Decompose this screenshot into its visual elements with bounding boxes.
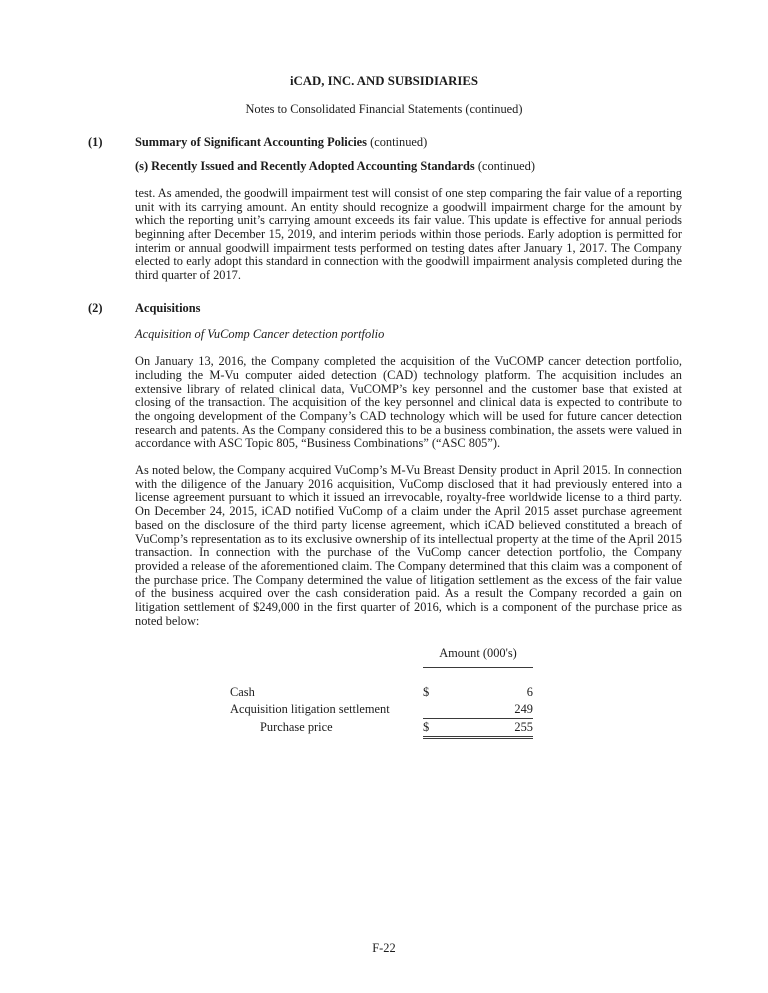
- section-2-number: (2): [88, 300, 103, 315]
- section-1-number: (1): [88, 135, 103, 150]
- section-1-heading: [88, 136, 682, 150]
- table-row-litigation: [230, 701, 533, 719]
- section-1-paragraph: test. As amended, the goodwill impairment test will consist of one step comparing the fair value of a reporting unit with its carrying amount. An entity should recognize a goodwill impairment charge for the amount by which the reporting unit’s carrying amount exceeds its fair value. This update is effective for annual periods beginning after December 15, 2019, and interim periods within those periods. Early adoption is permitted for interim or annual goodwill impairment tests performed on testing dates after January 1, 2017. The Company elected to early adopt this standard in connection with the goodwill impairment analysis completed during the third quarter of 2017.: [135, 185, 682, 283]
- section-1-heading-suffix: (continued): [370, 135, 428, 150]
- acquisition-subheading: Acquisition of VuComp Cancer detection portfolio: [135, 327, 385, 342]
- table-row-purchase-price-amount: [423, 719, 533, 739]
- table-row-cash-label: Cash: [230, 684, 255, 699]
- document-title: iCAD, INC. AND SUBSIDIARIES: [289, 74, 479, 88]
- currency-symbol: $: [423, 719, 430, 734]
- table-row-purchase-price-label: Purchase price: [260, 719, 333, 734]
- section-1s-subheading: [135, 160, 682, 174]
- currency-symbol: $: [423, 684, 430, 699]
- purchase-price-table: [230, 645, 533, 739]
- table-row-purchase-price: [230, 719, 533, 739]
- table-row-cash: [230, 684, 533, 701]
- section-2-paragraph-1: On January 13, 2016, the Company completed the acquisition of the VuCOMP cancer detection portfolio, including the M-Vu computer aided detection (CAD) technology platform. The acquisition includes an extensive library of related clinical data, VuCOMP’s key personnel and the customer base that existed at closing of the transaction. The acquisition of the key personnel and clinical data is expected to contribute to the ongoing development of the Company’s CAD technology which will be used for future cancer detection research and patents. As the Company considered this to be a business combination, the assets were valued in accordance with ASC Topic 805, “Business Combinations” (“ASC 805”).: [135, 354, 682, 451]
- table-header-label-spacer: [230, 645, 423, 668]
- table-row-litigation-amount: [423, 701, 533, 719]
- section-2-heading-bold: Acquisitions: [135, 300, 201, 315]
- document-subtitle: Notes to Consolidated Financial Statements (continued): [245, 101, 523, 116]
- section-1s-subheading-bold: (s) Recently Issued and Recently Adopted Accounting Standards: [135, 159, 475, 174]
- table-header-row: [230, 645, 533, 668]
- table-row-litigation-value: 249: [514, 701, 533, 716]
- section-2-heading: [88, 302, 682, 316]
- section-1-heading-bold: Summary of Significant Accounting Policies: [135, 135, 367, 150]
- table-row-purchase-price-value: 255: [514, 719, 533, 734]
- table-header-amount: Amount (000's): [423, 645, 533, 668]
- table-row-cash-amount: [423, 684, 533, 701]
- section-1s-subheading-suffix: (continued): [477, 159, 535, 174]
- section-2-paragraph-2: As noted below, the Company acquired VuComp’s M-Vu Breast Density product in April 2015. In connection with the diligence of the January 2016 acquisition, VuComp disclosed that it had previously entered into a license agreement pursuant to which it issued an irrevocable, royalty-free worldwide license to a third party. On December 24, 2015, iCAD notified VuComp of a claim under the April 2015 asset purchase agreement based on the disclosure of the third party license agreement, which iCAD believed constituted a breach of VuComp’s representation as to its exclusive ownership of its intellectual property at the time of the April 2015 transaction. In connection with the purchase of the VuComp cancer detection portfolio, the Company provided a release of the aforementioned claim. The Company determined that this claim was a component of the purchase price. The Company determined the value of litigation settlement as the excess of the fair value of the business acquired over the cash consideration paid. As a result the Company recorded a gain on litigation settlement of $249,000 in the first quarter of 2016, which is a component of the purchase price as noted below:: [135, 463, 682, 628]
- page-number: F-22: [372, 941, 396, 955]
- table-row-cash-value: 6: [526, 684, 533, 699]
- table-row-litigation-label: Acquisition litigation settlement: [230, 701, 390, 716]
